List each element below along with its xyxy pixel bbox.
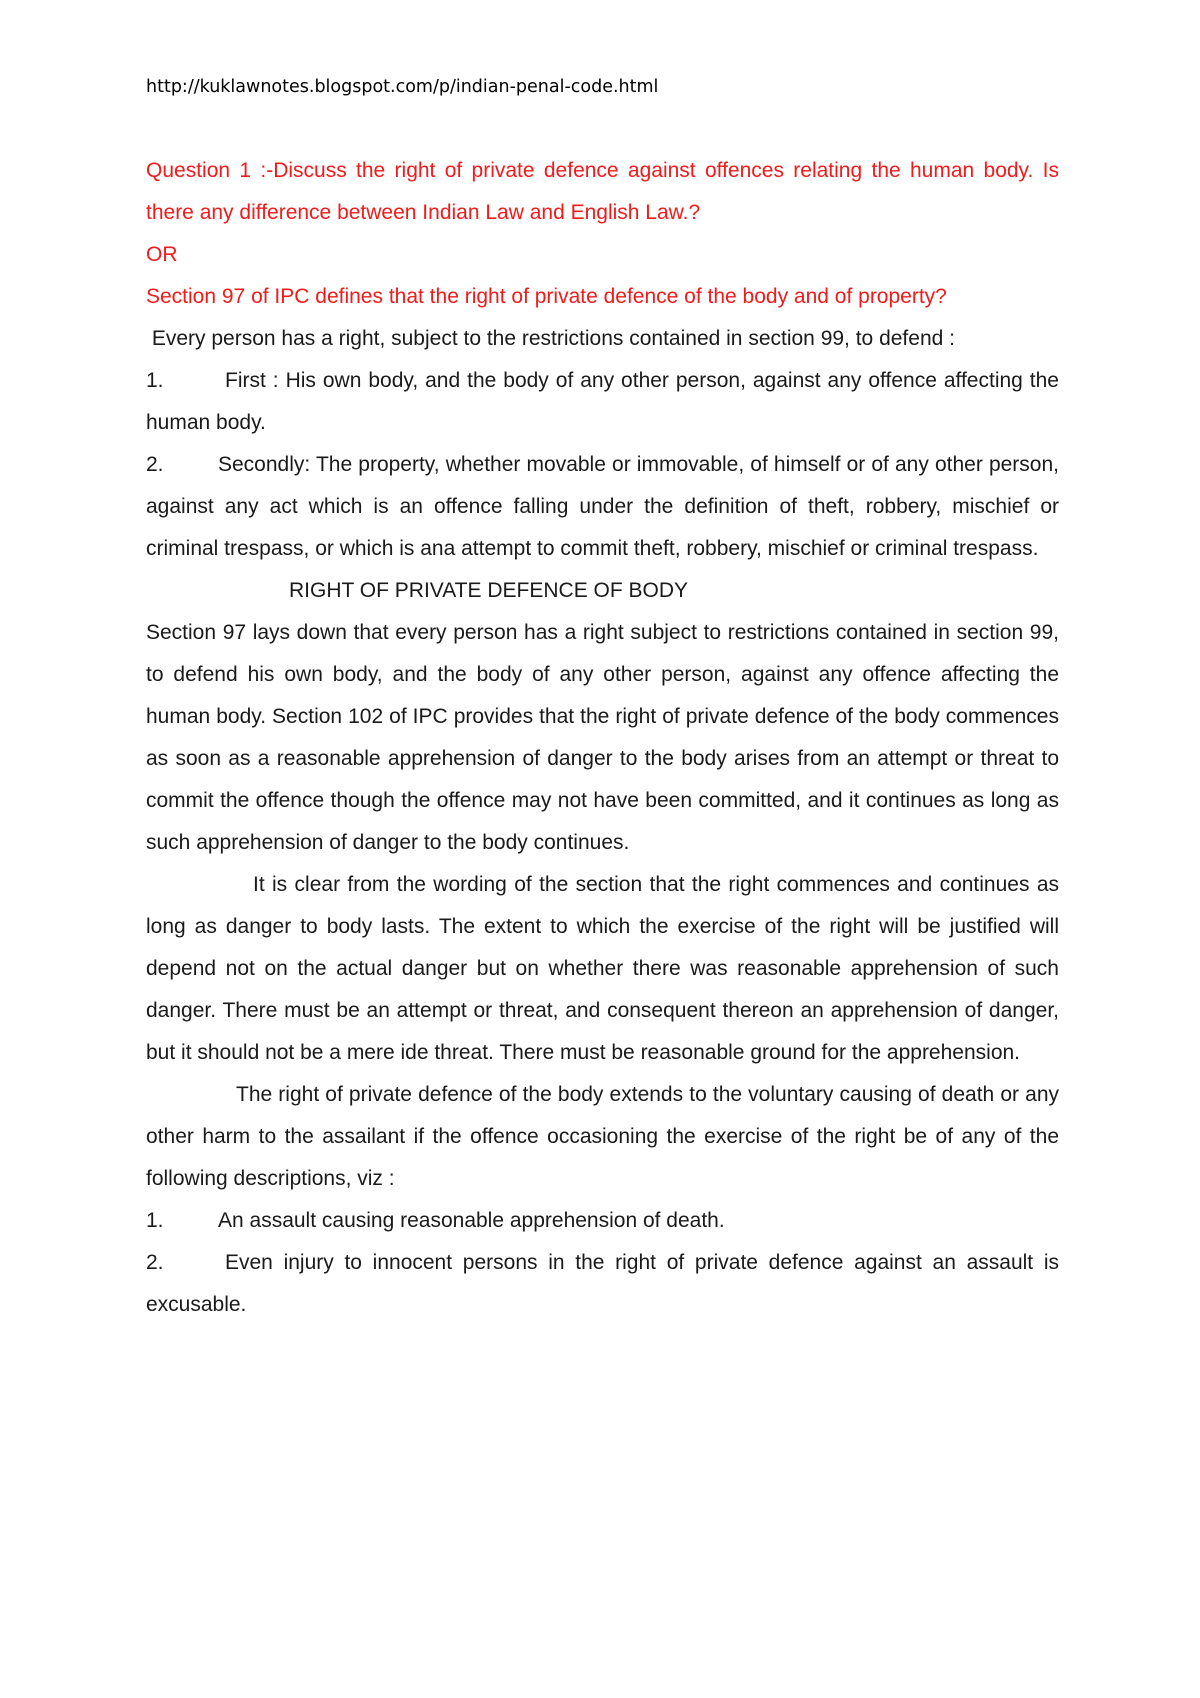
list-item-number: 2. — [146, 1251, 164, 1274]
body-paragraph — [146, 864, 1059, 1074]
list-item — [146, 360, 1059, 444]
intro-paragraph: Every person has a right, subject to the restrictions contained in section 99, to defend : — [146, 327, 955, 350]
question-alt-text: Section 97 of IPC defines that the right of private defence of the body and of property? — [146, 285, 947, 308]
list-item-number: 1. — [146, 369, 164, 392]
document-page — [146, 72, 1059, 1326]
list-item-text: First : His own body, and the body of any other person, against any offence affecting the human body. — [146, 369, 1059, 434]
list-item-text: Even injury to innocent persons in the right of private defence against an assault is excusable. — [146, 1251, 1059, 1316]
list-item-text: An assault causing reasonable apprehension of death. — [218, 1209, 725, 1232]
source-url: http://kuklawnotes.blogspot.com/p/indian-penal-code.html — [146, 77, 659, 97]
list-item — [146, 444, 1059, 570]
list-item-number: 1. — [146, 1209, 164, 1232]
section-heading: RIGHT OF PRIVATE DEFENCE OF BODY — [289, 579, 689, 602]
list-item — [146, 1200, 1059, 1242]
list-item — [146, 1242, 1059, 1326]
list-item-text: Secondly: The property, whether movable or immovable, of himself or of any other person, against any act which is an offence falling under the definition of theft, robbery, mischief or criminal trespass, or which is ana attempt to commit theft, robbery, mischief or criminal trespass. — [146, 453, 1059, 560]
list-item-number: 2. — [146, 453, 164, 476]
or-separator: OR — [146, 243, 178, 266]
body-paragraph-text: It is clear from the wording of the section that the right commences and continues as long as danger to body lasts. The extent to which the exercise of the right will be justified will depend not on the actual danger but on whether there was reasonable apprehension of such danger. There must be an attempt or threat, and consequent thereon an apprehension of danger, but it should not be a mere ide threat. There must be reasonable ground for the apprehension. — [146, 873, 1059, 1064]
body-paragraph: Section 97 lays down that every person has a right subject to restrictions contained in section 99, to defend his own body, and the body of any other person, against any offence affecting the human body. Section 102 of IPC provides that the right of private defence of the body commences as soon as a reasonable apprehension of danger to the body arises from an attempt or threat to commit the offence though the offence may not have been committed, and it continues as long as such apprehension of danger to the body continues. — [146, 621, 1059, 854]
body-paragraph — [146, 1074, 1059, 1200]
question-text: Question 1 :-Discuss the right of private defence against offences relating the human body. Is there any difference between Indian Law and English Law.? — [146, 159, 1059, 224]
body-paragraph-text: The right of private defence of the body extends to the voluntary causing of death or any other harm to the assailant if the offence occasioning the exercise of the right be of any of the following descriptions, viz : — [146, 1083, 1059, 1190]
